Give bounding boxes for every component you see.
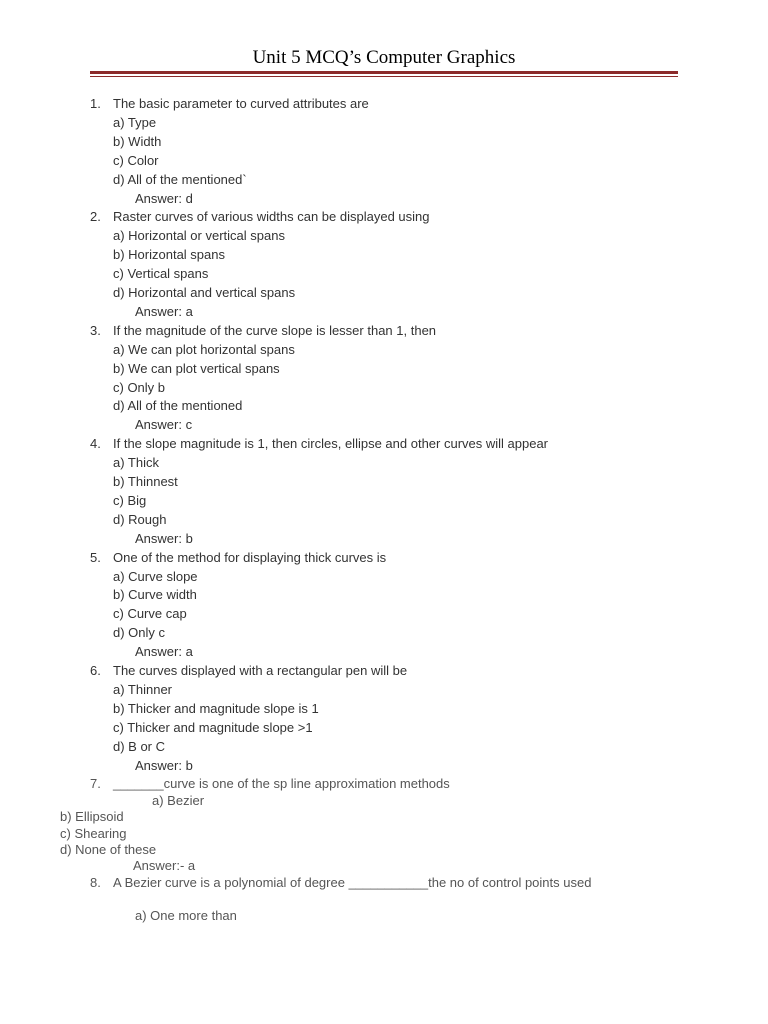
answer-line: Answer: a [135, 303, 193, 319]
option-item: a) We can plot horizontal spans [113, 341, 295, 357]
answer-line: Answer: a [135, 644, 193, 660]
question-number: 1. [90, 96, 101, 111]
option-item: b) Width [113, 133, 162, 149]
option-item: d) Rough [113, 511, 167, 527]
option-item: c) Curve cap [113, 606, 187, 622]
option-item: a) One more than [135, 908, 237, 923]
question-number: 2. [90, 209, 101, 225]
option-item: c) Vertical spans [113, 266, 209, 282]
option-item: d) Horizontal and vertical spans [113, 285, 296, 300]
option-item: b) Thinnest [113, 474, 178, 489]
question-text: If the magnitude of the curve slope is lesser than 1, then [113, 322, 437, 338]
option-item: c) Only b [113, 379, 166, 395]
title-rule-thick [90, 71, 678, 74]
option-item: d) All of the mentioned [113, 398, 243, 414]
question-text: One of the method for displaying thick curves is [113, 549, 387, 565]
question-text: The curves displayed with a rectangular pen will be [113, 663, 408, 678]
option-item: d) B or C [113, 738, 166, 754]
option-item: b) Curve width [113, 587, 197, 603]
option-item: c) Shearing [60, 826, 127, 841]
answer-line: Answer: b [135, 757, 193, 773]
question-text: Raster curves of various widths can be displayed using [113, 209, 430, 225]
question-text: If the slope magnitude is 1, then circles, ellipse and other curves will appear [113, 436, 549, 452]
question-number: 7. [90, 776, 101, 792]
answer-line: Answer:- a [133, 858, 196, 873]
option-item: c) Big [113, 492, 147, 508]
question-text: The basic parameter to curved attributes are [113, 96, 369, 111]
option-item: b) Thicker and magnitude slope is 1 [113, 700, 319, 716]
question-number: 8. [90, 875, 101, 890]
option-item: a) Bezier [152, 793, 205, 808]
option-item: a) Thinner [113, 681, 173, 697]
question-number: 3. [90, 322, 101, 338]
option-item: a) Type [113, 114, 157, 130]
option-item: a) Horizontal or vertical spans [113, 228, 285, 244]
option-item: c) Color [113, 152, 159, 168]
option-item: b) We can plot vertical spans [113, 360, 280, 376]
option-item: d) None of these [60, 842, 157, 857]
question-text: _______curve is one of the sp line approximation methods [113, 776, 450, 792]
option-item: c) Thicker and magnitude slope >1 [113, 719, 313, 735]
question-text: A Bezier curve is a polynomial of degree ___________the no of control points used [113, 875, 592, 890]
option-item: a) Thick [113, 455, 159, 471]
question-number: 6. [90, 663, 101, 678]
page-title: Unit 5 MCQ’s Computer Graphics [252, 47, 516, 68]
answer-line: Answer: d [135, 190, 193, 206]
option-item: b) Horizontal spans [113, 247, 225, 263]
option-item: a) Curve slope [113, 568, 198, 584]
title-rule-thin [90, 76, 678, 77]
option-item: b) Ellipsoid [60, 809, 124, 824]
answer-line: Answer: c [135, 417, 193, 433]
option-item: d) Only c [113, 625, 166, 641]
option-item: d) All of the mentioned` [113, 171, 247, 187]
question-number: 4. [90, 436, 101, 452]
answer-line: Answer: b [135, 530, 193, 546]
question-number: 5. [90, 549, 101, 565]
